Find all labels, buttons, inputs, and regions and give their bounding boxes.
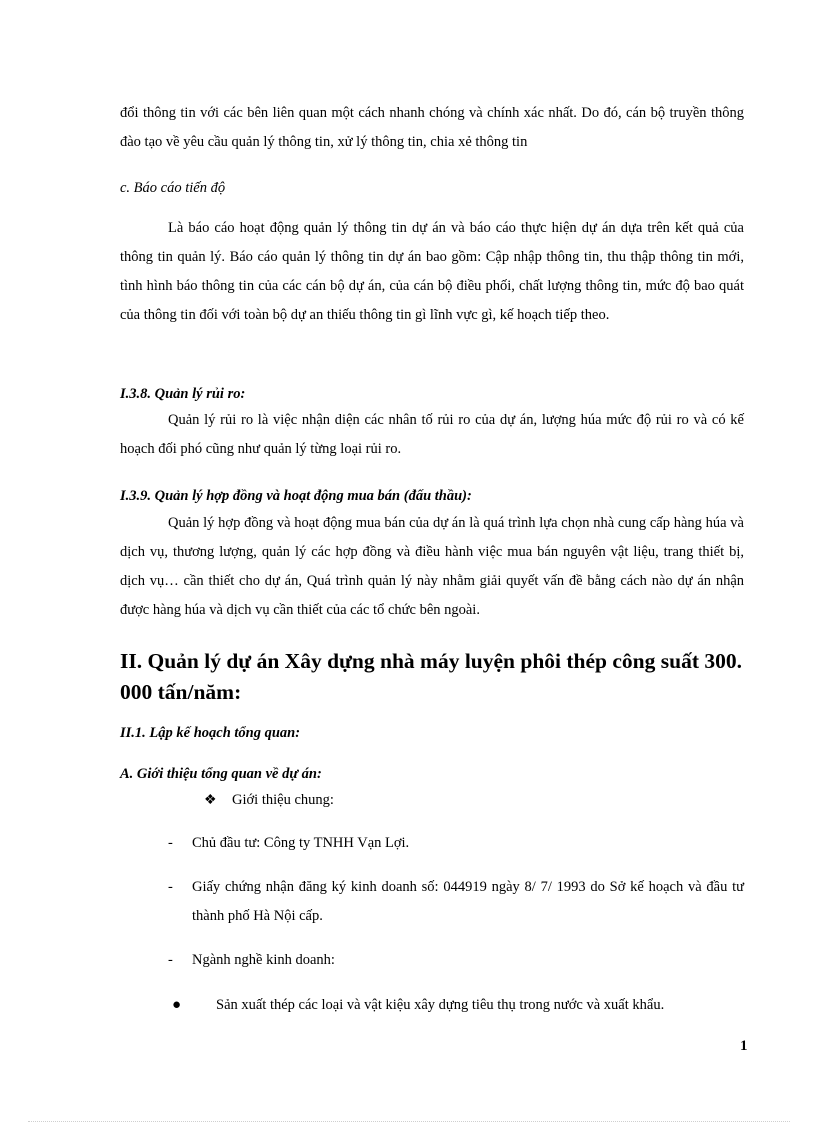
heading-project-introduction: A. Giới thiệu tổng quan về dự án: [120,766,322,782]
heading-contract-management: I.3.9. Quản lý hợp đồng và hoạt động mua bán (đấu thầu): [120,488,472,504]
bullet-item-text: Sản xuất thép các loại và vật kiệu xây dựng tiêu thụ trong nước và xuất khẩu. [216,997,665,1013]
dash-marker: - [168,879,173,895]
heading-risk-management: I.3.8. Quản lý rủi ro: [120,386,246,402]
heading-progress-report: c. Báo cáo tiến độ [120,180,226,196]
paragraph-contract-management: Quản lý hợp đồng và hoạt động mua bán của dự án là quá trình lựa chọn nhà cung cấp hàng húa và dịch vụ, thương lượng, quản lý các hợp đồng và điều hành việc mua bán nguyên vật liệu, trang thiết bị, dịch vụ… cần thiết cho dự án, Quá trình quản lý này nhằm giải quyết vấn đề bằng cách nào dự án nhận được hàng húa và dịch vụ cần thiết của các tổ chức bên ngoài. [120,515,744,618]
heading-overall-planning: II.1. Lập kế hoạch tổng quan: [120,725,301,741]
dash-item-text: Giấy chứng nhận đăng ký kinh doanh số: 044919 ngày 8/ 7/ 1993 do Sở kế hoạch và đầu tư thành phố Hà Nội cấp. [192,879,744,924]
footer-divider [28,1121,790,1122]
paragraph-risk-management: Quản lý rủi ro là việc nhận diện các nhân tố rủi ro của dự án, lượng húa mức độ rủi ro và có kế hoạch đối phó cũng như quản lý từng loại rủi ro. [120,412,744,457]
dash-marker: - [168,952,173,968]
paragraph-communication: đổi thông tin với các bên liên quan một cách nhanh chóng và chính xác nhất. Do đó, cán bộ truyền thông đào tạo về yêu cầu quản lý thông tin, xử lý thông tin, chia xẻ thông tin [120,105,744,150]
dash-marker: - [168,835,173,851]
page-number: 1 [740,1038,748,1054]
diamond-item-text: Giới thiệu chung: [232,792,334,808]
paragraph-progress-report: Là báo cáo hoạt động quản lý thông tin dự án và báo cáo thực hiện dự án dựa trên kết quả của thông tin quản lý. Báo cáo quản lý thông tin dự án bao gồm: Cập nhập thông tin, thu thập thông tin mới, tình hình báo thông tin của các cán bộ dự án, của cán bộ điều phối, chất lượng thông tin, mức độ bao quát của thông tin đối với toàn bộ dự an thiếu thông tin gì lĩnh vực gì, kế hoạch tiếp theo. [120,220,744,323]
dash-item-text: Chủ đầu tư: Công ty TNHH Vạn Lợi. [192,835,410,851]
section-heading-project-management: II. Quản lý dự án Xây dựng nhà máy luyện phôi thép công suất 300. 000 tấn/năm: [120,649,742,704]
bullet-icon: ● [172,997,182,1013]
diamond-bullet-icon: ❖ [204,793,217,808]
dash-item-text: Ngành nghề kinh doanh: [192,952,335,968]
